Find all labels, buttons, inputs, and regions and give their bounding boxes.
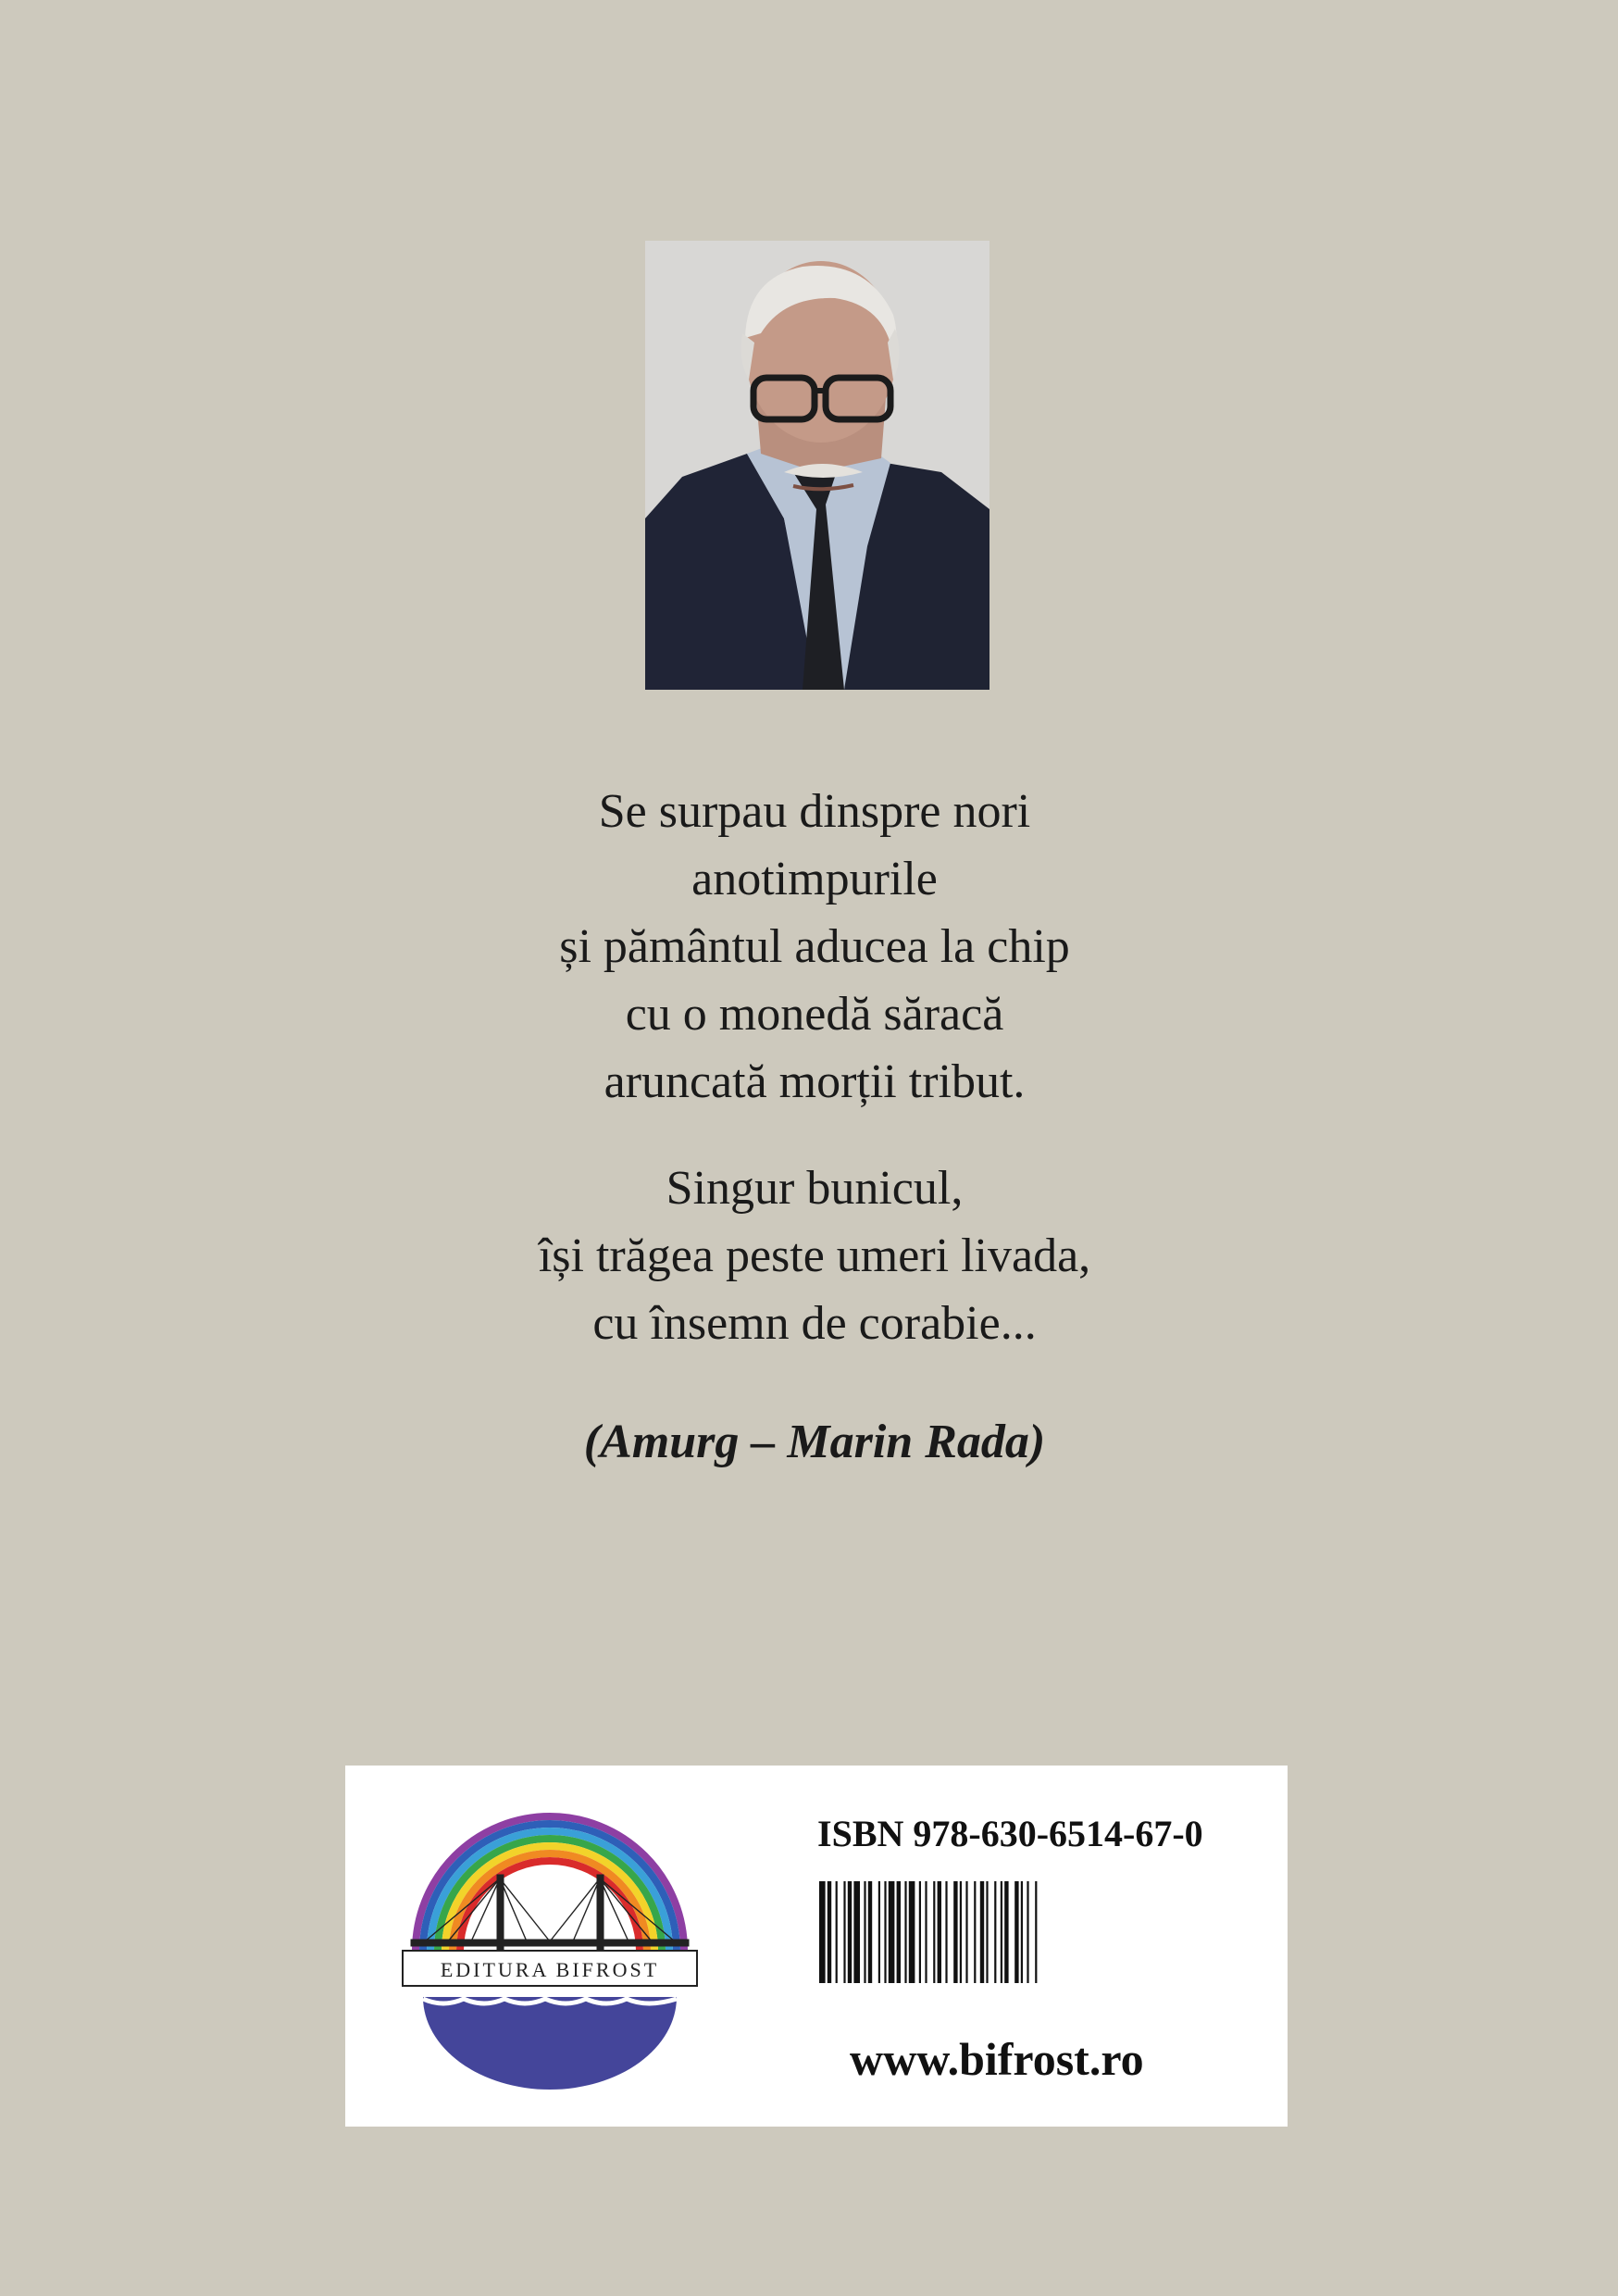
poem-stanza-1	[0, 778, 1618, 1116]
publisher-panel	[345, 1766, 1288, 2127]
logo-text: EDITURA BIFROST	[440, 1958, 660, 1981]
author-portrait-icon	[645, 241, 989, 690]
author-photo	[645, 241, 989, 690]
poem-line: Singur bunicul,	[666, 1162, 964, 1215]
poem-line: anotimpurile	[691, 853, 938, 905]
barcode-icon	[819, 1881, 1214, 1983]
poem-line: își trăgea peste umeri livada,	[538, 1229, 1091, 1282]
poem-line: Se surpau dinspre nori	[598, 785, 1031, 838]
poem-stanza-2	[0, 1154, 1618, 1357]
website-link[interactable]: www.bifrost.ro	[850, 2033, 1144, 2085]
poem-line: aruncată morții tribut.	[604, 1055, 1026, 1108]
bifrost-logo-icon	[397, 1803, 703, 2090]
isbn-text: ISBN 978-630-6514-67-0	[817, 1813, 1203, 1854]
poem-line: cu o monedă săracă	[625, 988, 1004, 1041]
poem	[0, 778, 1618, 1476]
poem-attribution: (Amurg – Marin Rada)	[583, 1416, 1046, 1468]
poem-line: cu însemn de corabie...	[592, 1297, 1037, 1350]
poem-line: și pământul aducea la chip	[559, 920, 1070, 973]
